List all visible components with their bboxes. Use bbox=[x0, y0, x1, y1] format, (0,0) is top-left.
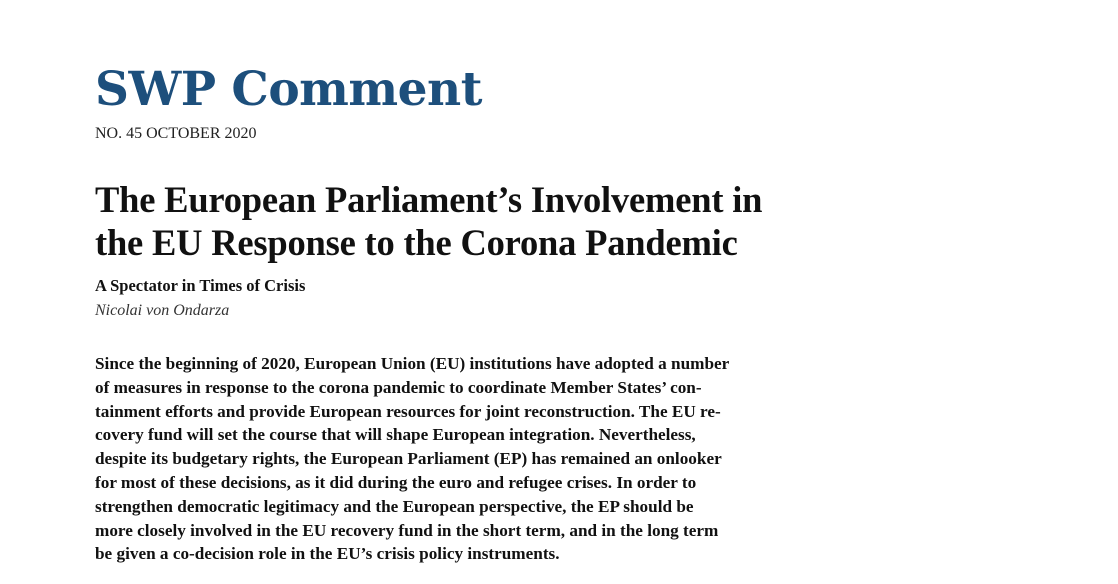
publication-masthead: SWP Comment bbox=[95, 62, 482, 117]
article-title bbox=[95, 178, 895, 264]
abstract-line: more closely involved in the EU recovery fund in the short term, and in the long term bbox=[95, 520, 719, 540]
abstract-line: Since the beginning of 2020, European Union (EU) institutions have adopted a number bbox=[95, 354, 730, 373]
abstract-line: despite its budgetary rights, the European Parliament (EP) has remained an onlooker bbox=[95, 449, 722, 469]
abstract-line: of measures in response to the corona pandemic to coordinate Member States’ con- bbox=[95, 377, 702, 397]
article-title-line: The European Parliament’s Involvement in bbox=[95, 179, 763, 220]
article-subtitle: A Spectator in Times of Crisis bbox=[95, 276, 306, 295]
abstract-line: for most of these decisions, as it did during the euro and refugee crises. In order to bbox=[95, 472, 697, 492]
abstract-line: covery fund will set the course that will shape European integration. Nevertheless, bbox=[95, 425, 696, 445]
issue-info: NO. 45 OCTOBER 2020 bbox=[95, 125, 257, 142]
article-author: Nicolai von Ondarza bbox=[95, 302, 230, 319]
abstract-line: strengthen democratic legitimacy and the European perspective, the EP should be bbox=[95, 496, 694, 516]
article-abstract bbox=[95, 352, 855, 566]
abstract-line: tainment efforts and provide European resources for joint reconstruction. The EU re- bbox=[95, 401, 721, 421]
article-title-line: the EU Response to the Corona Pandemic bbox=[95, 222, 738, 263]
abstract-line: be given a co-decision role in the EU’s crisis policy instruments. bbox=[95, 544, 560, 564]
